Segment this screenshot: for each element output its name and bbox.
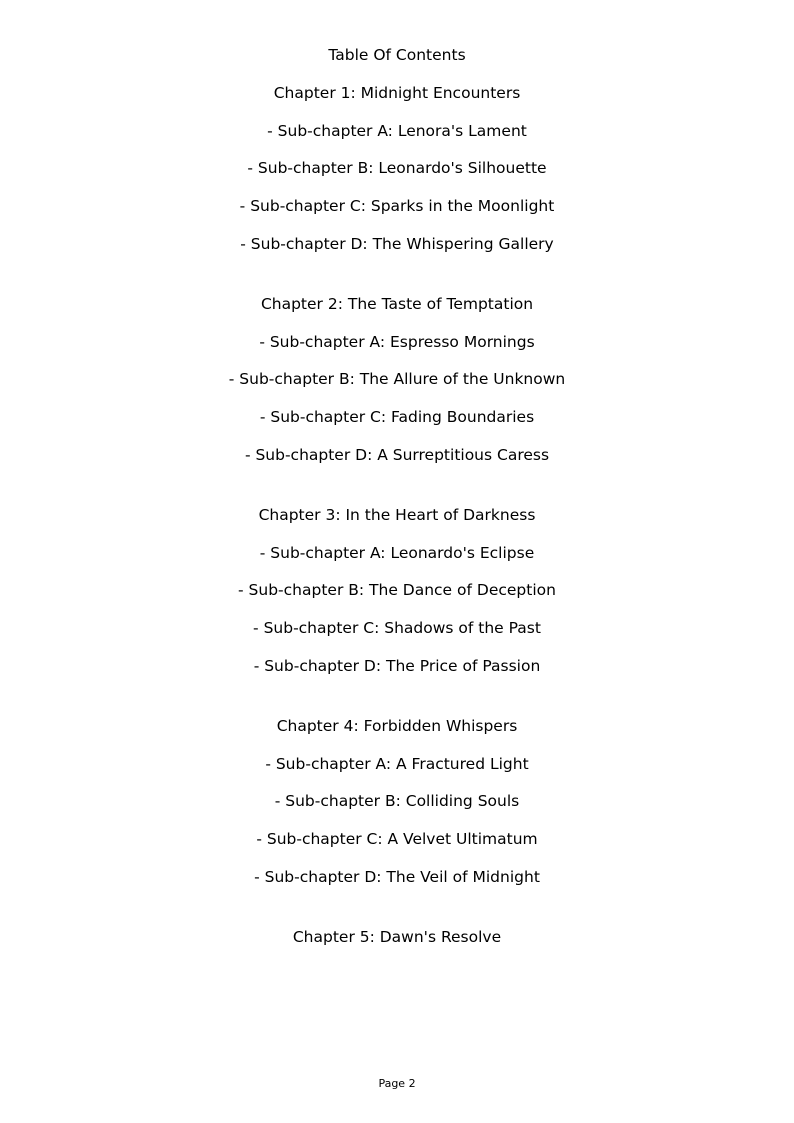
chapter-title: Chapter 5: Dawn's Resolve bbox=[292, 927, 502, 946]
subchapter-item: - Sub-chapter C: A Velvet Ultimatum bbox=[256, 830, 538, 849]
chapter-title: Chapter 4: Forbidden Whispers bbox=[276, 716, 518, 735]
subchapter-item: - Sub-chapter B: The Dance of Deception bbox=[238, 581, 556, 600]
page-number: Page 2 bbox=[378, 1077, 416, 1090]
subchapter-item: - Sub-chapter B: The Allure of the Unknown bbox=[228, 370, 566, 389]
subchapter-item: - Sub-chapter C: Shadows of the Past bbox=[253, 619, 541, 638]
subchapter-item: - Sub-chapter A: Espresso Mornings bbox=[259, 332, 535, 351]
chapter-1-block bbox=[0, 82, 794, 255]
subchapter-item: - Sub-chapter D: The Price of Passion bbox=[253, 656, 541, 675]
subchapter-item: - Sub-chapter B: Leonardo's Silhouette bbox=[247, 159, 547, 178]
chapter-5-block bbox=[0, 926, 794, 948]
toc-title: Table Of Contents bbox=[328, 46, 466, 64]
chapter-title: Chapter 1: Midnight Encounters bbox=[273, 83, 521, 102]
subchapter-item: - Sub-chapter A: Leonardo's Eclipse bbox=[259, 543, 535, 562]
subchapter-item: - Sub-chapter D: The Veil of Midnight bbox=[254, 867, 540, 886]
chapter-4-block bbox=[0, 715, 794, 888]
chapter-3-block bbox=[0, 504, 794, 677]
chapter-title: Chapter 2: The Taste of Temptation bbox=[260, 294, 534, 313]
subchapter-item: - Sub-chapter A: A Fractured Light bbox=[265, 754, 529, 773]
subchapter-item: - Sub-chapter D: A Surreptitious Caress bbox=[244, 445, 550, 464]
table-of-contents bbox=[0, 44, 794, 964]
subchapter-item: - Sub-chapter C: Fading Boundaries bbox=[259, 408, 535, 427]
subchapter-item: - Sub-chapter B: Colliding Souls bbox=[274, 792, 520, 811]
subchapter-item: - Sub-chapter D: The Whispering Gallery bbox=[240, 234, 554, 253]
subchapter-item: - Sub-chapter A: Lenora's Lament bbox=[267, 121, 527, 140]
chapter-title: Chapter 3: In the Heart of Darkness bbox=[258, 505, 536, 524]
chapter-2-block bbox=[0, 293, 794, 466]
subchapter-item: - Sub-chapter C: Sparks in the Moonlight bbox=[239, 197, 555, 216]
